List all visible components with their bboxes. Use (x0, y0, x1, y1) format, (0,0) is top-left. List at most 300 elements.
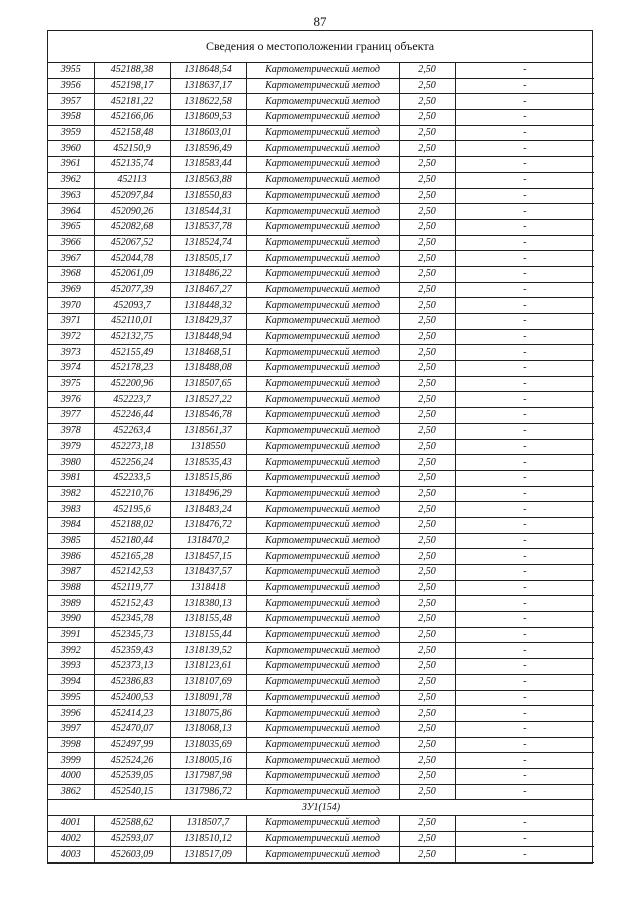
cell-method: Картометрический метод (246, 235, 399, 251)
cell-coord-x: 452400,53 (94, 690, 170, 706)
cell-coord-y: 1318139,52 (170, 643, 246, 659)
cell-coord-x: 452158,48 (94, 125, 170, 141)
table-row (48, 78, 594, 94)
cell-coord-x: 452093,7 (94, 298, 170, 314)
cell-coord-x: 452188,02 (94, 517, 170, 533)
cell-method: Картометрический метод (246, 345, 399, 361)
cell-description: - (455, 549, 594, 565)
table-row (48, 847, 594, 863)
cell-accuracy: 2,50 (399, 188, 455, 204)
cell-point-number: 3992 (48, 643, 94, 659)
cell-accuracy: 2,50 (399, 706, 455, 722)
cell-description: - (455, 361, 594, 377)
cell-coord-x: 452246,44 (94, 408, 170, 424)
cell-coord-y: 1318155,48 (170, 612, 246, 628)
cell-method: Картометрический метод (246, 737, 399, 753)
cell-method: Картометрический метод (246, 141, 399, 157)
cell-coord-x: 452061,09 (94, 266, 170, 282)
cell-accuracy: 2,50 (399, 847, 455, 863)
cell-method: Картометрический метод (246, 125, 399, 141)
cell-coord-x: 452178,23 (94, 361, 170, 377)
table-row (48, 470, 594, 486)
cell-accuracy: 2,50 (399, 392, 455, 408)
cell-coord-y: 1318380,13 (170, 596, 246, 612)
table-row (48, 674, 594, 690)
cell-accuracy: 2,50 (399, 627, 455, 643)
cell-method: Картометрический метод (246, 392, 399, 408)
cell-method: Картометрический метод (246, 314, 399, 330)
cell-accuracy: 2,50 (399, 517, 455, 533)
cell-coord-y: 1318483,24 (170, 502, 246, 518)
cell-accuracy: 2,50 (399, 172, 455, 188)
cell-coord-x: 452188,38 (94, 63, 170, 78)
cell-point-number: 4003 (48, 847, 94, 863)
cell-description: - (455, 282, 594, 298)
cell-accuracy: 2,50 (399, 94, 455, 110)
cell-coord-x: 452082,68 (94, 219, 170, 235)
cell-method: Картометрический метод (246, 502, 399, 518)
cell-description: - (455, 172, 594, 188)
cell-accuracy: 2,50 (399, 361, 455, 377)
cell-coord-y: 1318418 (170, 580, 246, 596)
table-row (48, 517, 594, 533)
cell-point-number: 3956 (48, 78, 94, 94)
cell-coord-y: 1318448,32 (170, 298, 246, 314)
cell-description: - (455, 392, 594, 408)
cell-description: - (455, 847, 594, 863)
cell-method: Картометрический метод (246, 549, 399, 565)
cell-coord-y: 1318515,86 (170, 470, 246, 486)
cell-coord-x: 452135,74 (94, 157, 170, 173)
cell-accuracy: 2,50 (399, 612, 455, 628)
cell-description: - (455, 251, 594, 267)
cell-accuracy: 2,50 (399, 565, 455, 581)
cell-coord-x: 452142,53 (94, 565, 170, 581)
cell-coord-y: 1318155,44 (170, 627, 246, 643)
cell-method: Картометрический метод (246, 612, 399, 628)
cell-point-number: 3993 (48, 659, 94, 675)
cell-accuracy: 2,50 (399, 580, 455, 596)
cell-coord-y: 1318505,17 (170, 251, 246, 267)
table-row (48, 329, 594, 345)
cell-coord-x: 452200,96 (94, 376, 170, 392)
cell-description: - (455, 78, 594, 94)
cell-accuracy: 2,50 (399, 204, 455, 220)
table-row (48, 706, 594, 722)
cell-accuracy: 2,50 (399, 376, 455, 392)
cell-coord-y: 1318476,72 (170, 517, 246, 533)
table-row (48, 768, 594, 784)
cell-point-number: 3999 (48, 753, 94, 769)
cell-coord-y: 1318035,69 (170, 737, 246, 753)
cell-coord-y: 1317987,98 (170, 768, 246, 784)
cell-accuracy: 2,50 (399, 768, 455, 784)
table-row (48, 63, 594, 78)
table-row (48, 282, 594, 298)
cell-coord-y: 1318468,51 (170, 345, 246, 361)
table-row (48, 94, 594, 110)
cell-coord-x: 452155,49 (94, 345, 170, 361)
cell-point-number: 3979 (48, 439, 94, 455)
table-row (48, 188, 594, 204)
cell-accuracy: 2,50 (399, 439, 455, 455)
cell-accuracy: 2,50 (399, 423, 455, 439)
cell-method: Картометрический метод (246, 423, 399, 439)
cell-coord-x: 452210,76 (94, 486, 170, 502)
cell-accuracy: 2,50 (399, 596, 455, 612)
cell-coord-x: 452152,43 (94, 596, 170, 612)
cell-coord-x: 452524,26 (94, 753, 170, 769)
cell-description: - (455, 455, 594, 471)
cell-accuracy: 2,50 (399, 329, 455, 345)
cell-method: Картометрический метод (246, 157, 399, 173)
cell-coord-x: 452198,17 (94, 78, 170, 94)
cell-coord-x: 452359,43 (94, 643, 170, 659)
cell-accuracy: 2,50 (399, 455, 455, 471)
cell-description: - (455, 565, 594, 581)
cell-method: Картометрический метод (246, 204, 399, 220)
cell-point-number: 3991 (48, 627, 94, 643)
cell-point-number: 3985 (48, 533, 94, 549)
page-number: 87 (313, 14, 327, 29)
cell-point-number: 3960 (48, 141, 94, 157)
cell-point-number: 3980 (48, 455, 94, 471)
table-row (48, 721, 594, 737)
cell-description: - (455, 408, 594, 424)
cell-point-number: 3959 (48, 125, 94, 141)
cell-coord-x: 452166,06 (94, 110, 170, 126)
cell-accuracy: 2,50 (399, 721, 455, 737)
cell-point-number: 3966 (48, 235, 94, 251)
cell-coord-y: 1318517,09 (170, 847, 246, 863)
cell-accuracy: 2,50 (399, 831, 455, 847)
table-row (48, 643, 594, 659)
cell-point-number: 3971 (48, 314, 94, 330)
cell-coord-y: 1318470,2 (170, 533, 246, 549)
cell-point-number: 3986 (48, 549, 94, 565)
table-row (48, 125, 594, 141)
table-row (48, 486, 594, 502)
cell-coord-x: 452256,24 (94, 455, 170, 471)
cell-accuracy: 2,50 (399, 219, 455, 235)
cell-point-number: 3983 (48, 502, 94, 518)
cell-description: - (455, 157, 594, 173)
cell-coord-y: 1318544,31 (170, 204, 246, 220)
cell-coord-x: 452195,6 (94, 502, 170, 518)
cell-method: Картометрический метод (246, 706, 399, 722)
cell-coord-x: 452373,13 (94, 659, 170, 675)
cell-method: Картометрический метод (246, 219, 399, 235)
table-row (48, 157, 594, 173)
cell-description: - (455, 314, 594, 330)
table-row (48, 345, 594, 361)
cell-description: - (455, 831, 594, 847)
cell-method: Картометрический метод (246, 753, 399, 769)
cell-coord-x: 452110,01 (94, 314, 170, 330)
cell-point-number: 3955 (48, 63, 94, 78)
cell-method: Картометрический метод (246, 376, 399, 392)
section-label: ЗУ1(154) (48, 800, 594, 816)
cell-method: Картометрический метод (246, 266, 399, 282)
cell-description: - (455, 439, 594, 455)
section-row (48, 800, 594, 816)
cell-description: - (455, 141, 594, 157)
table-row (48, 439, 594, 455)
table-row (48, 235, 594, 251)
cell-point-number: 3962 (48, 172, 94, 188)
cell-coord-x: 452345,73 (94, 627, 170, 643)
cell-coord-y: 1318507,65 (170, 376, 246, 392)
cell-coord-x: 452181,22 (94, 94, 170, 110)
cell-coord-y: 1318524,74 (170, 235, 246, 251)
cell-method: Картометрический метод (246, 847, 399, 863)
cell-coord-x: 452150,9 (94, 141, 170, 157)
cell-accuracy: 2,50 (399, 63, 455, 78)
cell-coord-x: 452497,99 (94, 737, 170, 753)
cell-accuracy: 2,50 (399, 141, 455, 157)
cell-description: - (455, 690, 594, 706)
cell-accuracy: 2,50 (399, 659, 455, 675)
table-row (48, 172, 594, 188)
cell-description: - (455, 706, 594, 722)
cell-description: - (455, 204, 594, 220)
cell-method: Картометрический метод (246, 659, 399, 675)
cell-method: Картометрический метод (246, 172, 399, 188)
cell-accuracy: 2,50 (399, 345, 455, 361)
cell-coord-y: 1318068,13 (170, 721, 246, 737)
cell-description: - (455, 816, 594, 832)
cell-coord-y: 1318546,78 (170, 408, 246, 424)
cell-method: Картометрический метод (246, 831, 399, 847)
cell-description: - (455, 596, 594, 612)
cell-coord-y: 1318583,44 (170, 157, 246, 173)
cell-coord-y: 1318496,29 (170, 486, 246, 502)
table-row (48, 204, 594, 220)
cell-point-number: 3970 (48, 298, 94, 314)
table-row (48, 580, 594, 596)
cell-coord-y: 1318535,43 (170, 455, 246, 471)
cell-method: Картометрический метод (246, 517, 399, 533)
cell-point-number: 3988 (48, 580, 94, 596)
cell-point-number: 3977 (48, 408, 94, 424)
table-row (48, 219, 594, 235)
cell-coord-y: 1318107,69 (170, 674, 246, 690)
cell-description: - (455, 627, 594, 643)
cell-coord-y: 1318437,57 (170, 565, 246, 581)
cell-description: - (455, 110, 594, 126)
cell-coord-y: 1318005,16 (170, 753, 246, 769)
cell-coord-y: 1318510,12 (170, 831, 246, 847)
cell-method: Картометрический метод (246, 565, 399, 581)
table-row (48, 737, 594, 753)
cell-coord-x: 452273,18 (94, 439, 170, 455)
cell-coord-x: 452345,78 (94, 612, 170, 628)
cell-coord-y: 1318429,37 (170, 314, 246, 330)
cell-description: - (455, 219, 594, 235)
cell-accuracy: 2,50 (399, 753, 455, 769)
cell-point-number: 3957 (48, 94, 94, 110)
cell-description: - (455, 298, 594, 314)
cell-point-number: 3987 (48, 565, 94, 581)
cell-point-number: 3994 (48, 674, 94, 690)
cell-coord-y: 1317986,72 (170, 784, 246, 800)
cell-method: Картометрический метод (246, 768, 399, 784)
cell-coord-y: 1318550 (170, 439, 246, 455)
cell-coord-x: 452233,5 (94, 470, 170, 486)
cell-method: Картометрический метод (246, 188, 399, 204)
cell-description: - (455, 63, 594, 78)
cell-method: Картометрический метод (246, 298, 399, 314)
cell-description: - (455, 784, 594, 800)
cell-coord-y: 1318603,01 (170, 125, 246, 141)
table-row (48, 455, 594, 471)
table-row (48, 361, 594, 377)
table-row (48, 549, 594, 565)
cell-method: Картометрический метод (246, 627, 399, 643)
table-row (48, 251, 594, 267)
cell-coord-y: 1318527,22 (170, 392, 246, 408)
cell-point-number: 4001 (48, 816, 94, 832)
cell-description: - (455, 737, 594, 753)
cell-point-number: 3978 (48, 423, 94, 439)
cell-description: - (455, 188, 594, 204)
cell-coord-y: 1318457,15 (170, 549, 246, 565)
cell-coord-x: 452077,39 (94, 282, 170, 298)
cell-coord-x: 452470,07 (94, 721, 170, 737)
cell-method: Картометрический метод (246, 110, 399, 126)
cell-coord-x: 452067,52 (94, 235, 170, 251)
table-row (48, 392, 594, 408)
cell-description: - (455, 674, 594, 690)
cell-coord-x: 452165,28 (94, 549, 170, 565)
cell-method: Картометрический метод (246, 533, 399, 549)
table-row (48, 110, 594, 126)
cell-coord-y: 1318648,54 (170, 63, 246, 78)
cell-method: Картометрический метод (246, 251, 399, 267)
cell-point-number: 3965 (48, 219, 94, 235)
cell-point-number: 3969 (48, 282, 94, 298)
cell-coord-y: 1318448,94 (170, 329, 246, 345)
table-row (48, 408, 594, 424)
cell-coord-x: 452603,09 (94, 847, 170, 863)
cell-accuracy: 2,50 (399, 125, 455, 141)
cell-coord-x: 452539,05 (94, 768, 170, 784)
cell-coord-x: 452223,7 (94, 392, 170, 408)
cell-method: Картометрический метод (246, 329, 399, 345)
cell-accuracy: 2,50 (399, 470, 455, 486)
table-row (48, 314, 594, 330)
cell-accuracy: 2,50 (399, 502, 455, 518)
cell-coord-y: 1318563,88 (170, 172, 246, 188)
cell-accuracy: 2,50 (399, 784, 455, 800)
table-row (48, 612, 594, 628)
cell-point-number: 3958 (48, 110, 94, 126)
table-row (48, 816, 594, 832)
cell-description: - (455, 486, 594, 502)
cell-point-number: 3963 (48, 188, 94, 204)
cell-method: Картометрический метод (246, 643, 399, 659)
cell-method: Картометрический метод (246, 470, 399, 486)
cell-description: - (455, 580, 594, 596)
cell-accuracy: 2,50 (399, 816, 455, 832)
cell-accuracy: 2,50 (399, 78, 455, 94)
cell-description: - (455, 753, 594, 769)
cell-coord-x: 452044,78 (94, 251, 170, 267)
table-row (48, 266, 594, 282)
cell-method: Картометрический метод (246, 784, 399, 800)
cell-accuracy: 2,50 (399, 690, 455, 706)
cell-point-number: 3964 (48, 204, 94, 220)
cell-coord-y: 1318123,61 (170, 659, 246, 675)
cell-accuracy: 2,50 (399, 157, 455, 173)
cell-method: Картометрический метод (246, 63, 399, 78)
boundary-sheet (47, 30, 593, 864)
table-row (48, 502, 594, 518)
cell-method: Картометрический метод (246, 580, 399, 596)
cell-point-number: 3995 (48, 690, 94, 706)
cell-description: - (455, 502, 594, 518)
cell-coord-x: 452180,44 (94, 533, 170, 549)
table-row (48, 659, 594, 675)
cell-accuracy: 2,50 (399, 549, 455, 565)
cell-coord-y: 1318091,78 (170, 690, 246, 706)
cell-description: - (455, 721, 594, 737)
cell-coord-x: 452097,84 (94, 188, 170, 204)
cell-point-number: 3973 (48, 345, 94, 361)
cell-coord-x: 452113 (94, 172, 170, 188)
cell-description: - (455, 329, 594, 345)
cell-coord-y: 1318637,17 (170, 78, 246, 94)
cell-accuracy: 2,50 (399, 266, 455, 282)
cell-point-number: 3982 (48, 486, 94, 502)
cell-description: - (455, 266, 594, 282)
cell-description: - (455, 423, 594, 439)
cell-method: Картометрический метод (246, 486, 399, 502)
cell-accuracy: 2,50 (399, 737, 455, 753)
cell-coord-x: 452386,83 (94, 674, 170, 690)
cell-coord-x: 452119,77 (94, 580, 170, 596)
table-row (48, 784, 594, 800)
sheet-title: Сведения о местоположении границ объекта (48, 31, 592, 63)
cell-coord-y: 1318488,08 (170, 361, 246, 377)
cell-coord-y: 1318537,78 (170, 219, 246, 235)
cell-coord-x: 452414,23 (94, 706, 170, 722)
cell-point-number: 4002 (48, 831, 94, 847)
cell-point-number: 3984 (48, 517, 94, 533)
cell-point-number: 3976 (48, 392, 94, 408)
cell-method: Картометрический метод (246, 816, 399, 832)
cell-coord-y: 1318609,53 (170, 110, 246, 126)
cell-point-number: 3990 (48, 612, 94, 628)
cell-accuracy: 2,50 (399, 298, 455, 314)
table-row (48, 533, 594, 549)
table-row (48, 831, 594, 847)
cell-method: Картометрический метод (246, 455, 399, 471)
cell-description: - (455, 94, 594, 110)
cell-point-number: 3961 (48, 157, 94, 173)
table-row (48, 753, 594, 769)
cell-point-number: 3996 (48, 706, 94, 722)
cell-point-number: 3981 (48, 470, 94, 486)
cell-point-number: 3998 (48, 737, 94, 753)
table-row (48, 298, 594, 314)
cell-method: Картометрический метод (246, 282, 399, 298)
cell-method: Картометрический метод (246, 596, 399, 612)
cell-coord-x: 452132,75 (94, 329, 170, 345)
cell-description: - (455, 659, 594, 675)
cell-accuracy: 2,50 (399, 674, 455, 690)
cell-description: - (455, 376, 594, 392)
